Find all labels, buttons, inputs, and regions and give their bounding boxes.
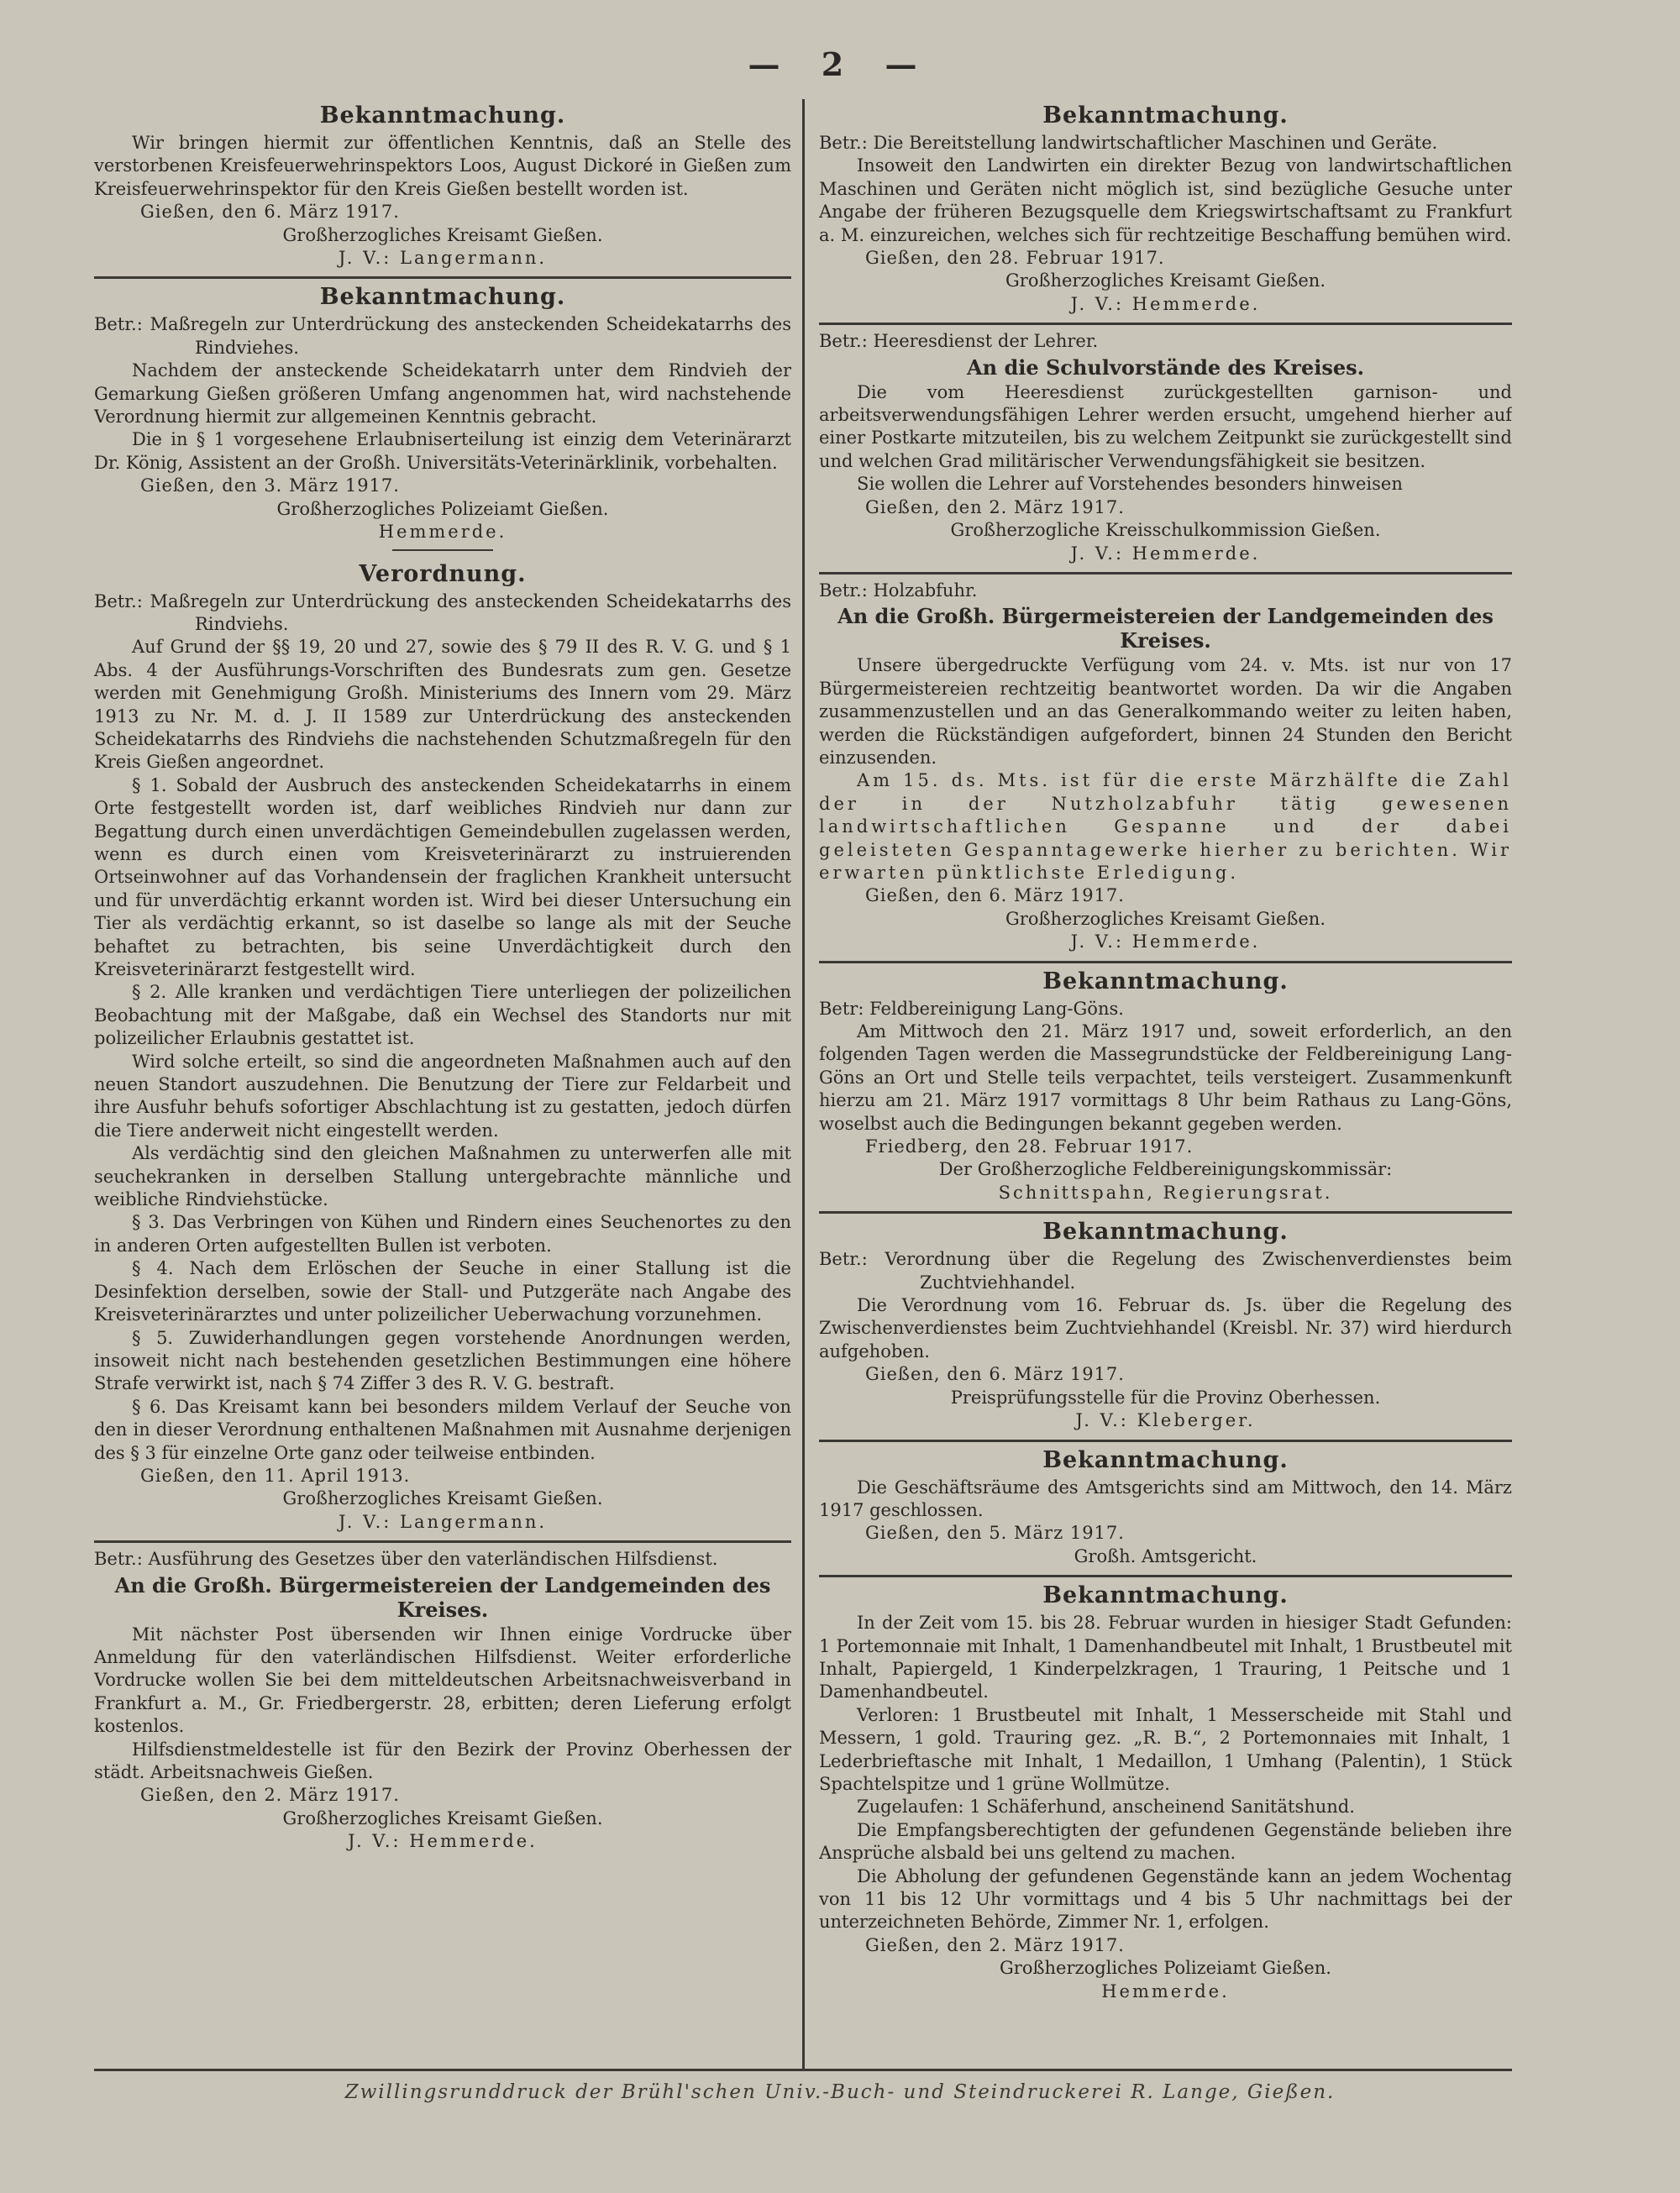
notice-heading: Bekanntmachung.: [1042, 102, 1289, 129]
notice-subject: Betr.: Heeresdienst der Lehrer.: [819, 331, 1099, 352]
notice-authority: Großherzogliches Polizeiamt Gießen.: [276, 498, 609, 519]
claim-instructions: Die Empfangsberechtigten der gefundenen Gegenstände belieben ihre Ansprüche alsbald bei uns geltend zu machen.: [819, 1819, 1512, 1864]
notice-signature: J. V.: Hemmerde.: [348, 1831, 538, 1852]
notice-subject: Betr.: Verordnung über die Regelung des Zwischenverdienstes beim Zuchtviehhandel.: [819, 1249, 1512, 1293]
notice-signature: Schnittspahn, Regierungsrat.: [998, 1182, 1333, 1203]
notice-body-emphasis: Am 15. ds. Mts. ist für die erste Märzhälfte die Zahl der in der Nutzholzabfuhr tätig gewesenen landwirtschaftlichen Gespanne und der dabei geleisteten Gespanntagewerke hierher zu berichten. Wir erwarten pünktlichste Erledigung.: [819, 770, 1512, 883]
notice-cattle-disease: [94, 284, 791, 543]
notice-authority: Preisprüfungsstelle für die Provinz Oberhessen.: [950, 1387, 1381, 1408]
divider: [819, 1575, 1512, 1577]
notice-machinery: [819, 102, 1512, 316]
divider: [819, 572, 1512, 574]
notice-signature: J. V.: Langermann.: [338, 1511, 548, 1532]
notice-court-closed: [819, 1447, 1512, 1569]
column-divider: [802, 99, 805, 2069]
notice-authority: Großh. Amtsgericht.: [1074, 1545, 1257, 1566]
notice-auxiliary-service: [94, 1548, 791, 1853]
notice-fire-inspector: [94, 102, 791, 270]
notice-signature: J. V.: Hemmerde.: [1070, 543, 1261, 564]
right-column: [819, 99, 1512, 2069]
notice-body: Hilfsdienstmeldestelle ist für den Bezirk der Provinz Oberhessen der städt. Arbeitsnachweis Gießen.: [94, 1739, 791, 1782]
notice-body: Mit nächster Post übersenden wir Ihnen einige Vordrucke über Anmeldung für den vaterländischen Hilfsdienst. Weiter erforderliche Vordrucke wollen Sie bei dem mitteldeutschen Arbeitsnachweisverband in Frankfurt a. M., Gr. Friedbergerstr. 28, erbitten; deren Lieferung erfolgt kostenlos.: [94, 1624, 791, 1737]
notice-body: Auf Grund der §§ 19, 20 und 27, sowie des § 79 II des R. V. G. und § 1 Abs. 4 der Ausführungs-Vorschriften des Bundesrats zum gen. Gesetze werden mit Genehmigung Großh. Ministeriums des Innern vom 29. März 1913 zu Nr. M. d. J. II 1589 zur Unterdrückung des ansteckenden Scheidekatarrhs des Rindviehs die nachstehenden Schutzmaßregeln für den Kreis Gießen angeordnet.: [94, 637, 791, 773]
paragraph-5: § 5. Zuwiderhandlungen gegen vorstehende Anordnungen werden, insoweit nicht nach bestehenden gesetzlichen Bestimmungen eine höhere Strafe verwirkt ist, nach § 74 Ziffer 3 des R. V. G. bestraft.: [94, 1327, 791, 1394]
notice-body: Sie wollen die Lehrer auf Vorstehendes besonders hinweisen: [857, 474, 1403, 495]
divider: [94, 1540, 791, 1543]
paragraph-2b: Wird solche erteilt, so sind die angeordneten Maßnahmen auch auf den neuen Standort auszudehnen. Die Benutzung der Tiere zur Feldarbeit und ihre Ausfuhr behufs sofortiger Abschlachtung ist zu gestatten, jedoch dürfen die Tiere anderweit nicht eingestellt werden.: [94, 1051, 791, 1141]
notice-body: Unsere übergedruckte Verfügung vom 24. v. Mts. ist nur von 17 Bürgermeistereien rechtzeitig beantwortet worden. Da wir die Angaben zusammenzustellen und an das Generalkommando weiter zu leiten haben, werden die Rückständigen aufgefordert, binnen 24 Stunden den Bericht einzusenden.: [819, 655, 1512, 768]
paragraph-6: § 6. Das Kreisamt kann bei besonders mildem Verlauf der Seuche von den in dieser Verordnung enthaltenen Maßnahmen mit Ausnahme derjenigen des § 3 für einzelne Orte ganz oder teilweise entbinden.: [94, 1396, 791, 1463]
notice-signature: J. V.: Kleberger.: [1075, 1410, 1256, 1431]
notice-body: Nachdem der ansteckende Scheidekatarrh unter dem Rindvieh der Gemarkung Gießen größeren Umfang angenommen hat, wird nachstehende Verordnung hiermit zur allgemeinen Kenntnis gebracht.: [94, 360, 791, 428]
notice-addressee: An die Großh. Bürgermeistereien der Landgemeinden des Kreises.: [114, 1572, 771, 1622]
notice-place-date: Gießen, den 5. März 1917.: [865, 1523, 1125, 1544]
notice-heading: Bekanntmachung.: [1042, 1582, 1289, 1609]
short-divider: [392, 549, 493, 551]
notice-ordinance: [94, 561, 791, 1535]
notice-signature: J. V.: Langermann.: [338, 248, 548, 269]
notice-authority: Großherzogliches Kreisamt Gießen.: [282, 1807, 603, 1828]
notice-body: Wir bringen hiermit zur öffentlichen Kenntnis, daß an Stelle des verstorbenen Kreisfeuerwehrinspektors Loos, August Dickoré in Gießen zum Kreisfeuerwehrinspektor für den Kreis Gießen bestellt worden ist.: [94, 133, 791, 199]
notice-body: Am Mittwoch den 21. März 1917 und, soweit erforderlich, an den folgenden Tagen werden die Massegrundstücke der Feldbereinigung Lang-Göns an Ort und Stelle teils verpachtet, teils versteigert. Zusammenkunft hierzu am 21. März 1917 vormittags 8 Uhr beim Rathaus zu Lang-Göns, woselbst auch die Bedingungen bekannt gegeben werden.: [819, 1021, 1512, 1134]
notice-body: Insoweit den Landwirten ein direkter Bezug von landwirtschaftlichen Maschinen und Geräten nicht möglich ist, sind bezügliche Gesuche unter Angabe der früheren Bezugsquelle dem Kriegswirtschaftsamt zu Frankfurt a. M. einzureichen, welches sich für rechtzeitige Beschaffung bemühen wird.: [819, 155, 1512, 245]
notice-subject: Betr.: Maßregeln zur Unterdrückung des ansteckenden Scheidekatarrhs des Rindviehes.: [94, 314, 791, 358]
notice-subject: Betr.: Maßregeln zur Unterdrückung des ansteckenden Scheidekatarrhs des Rindviehs.: [94, 590, 791, 634]
notice-land-consolidation: [819, 968, 1512, 1205]
notice-subject: Betr.: Die Bereitstellung landwirtschaftlicher Maschinen und Geräte.: [819, 133, 1438, 153]
page-number: — 2 —: [748, 45, 932, 83]
notice-heading: Bekanntmachung.: [1042, 1219, 1289, 1246]
notice-signature: J. V.: Hemmerde.: [1070, 931, 1261, 952]
notice-body: Die vom Heeresdienst zurückgestellten garnison- und arbeitsverwendungsfähigen Lehrer werden ersucht, umgehend hierher auf einer Postkarte mitzuteilen, bis zu welchem Zeitpunkt sie zurückgestellt sind und welchen Grad militärischer Verwendungsfähigkeit sie besitzen.: [819, 381, 1512, 471]
notice-authority: Der Großherzogliche Feldbereinigungskommissär:: [938, 1159, 1393, 1180]
notice-place-date: Gießen, den 2. März 1917.: [865, 1934, 1125, 1955]
notice-heading: Verordnung.: [359, 560, 527, 587]
notice-authority: Großherzogliche Kreisschulkommission Gießen.: [950, 520, 1381, 541]
notice-heading: Bekanntmachung.: [319, 284, 566, 311]
found-items: In der Zeit vom 15. bis 28. Februar wurden in hiesiger Stadt Gefunden: 1 Portemonnaie mit Inhalt, 1 Damenhandbeutel mit Inhalt, 1 Brustbeutel mit Inhalt, Papiergeld, 1 Kinderpelzkragen, 1 Trauring, 1 Peitsche und 1 Damenhandbeutel.: [819, 1613, 1512, 1702]
notice-authority: Großherzogliches Polizeiamt Gießen.: [1000, 1958, 1331, 1979]
divider: [819, 1211, 1512, 1214]
notice-place-date: Gießen, den 28. Februar 1917.: [865, 248, 1165, 269]
notice-authority: Großherzogliches Kreisamt Gießen.: [1005, 908, 1326, 929]
notice-place-date: Gießen, den 11. April 1913.: [140, 1465, 411, 1486]
notice-signature: Hemmerde.: [1101, 1981, 1230, 2002]
notice-teachers: [819, 330, 1512, 565]
notice-addressee: An die Schulvorstände des Kreises.: [967, 354, 1364, 380]
notice-place-date: Friedberg, den 28. Februar 1917.: [865, 1136, 1194, 1157]
bottom-rule: [94, 2069, 1512, 2071]
divider: [819, 1440, 1512, 1442]
printer-imprint: Zwillingsrunddruck der Brühl'schen Univ.-Buch- und Steindruckerei R. Lange, Gießen.: [344, 2081, 1336, 2103]
notice-authority: Großherzogliches Kreisamt Gießen.: [282, 1488, 603, 1509]
pickup-hours: Die Abholung der gefundenen Gegenstände kann an jedem Wochentag von 11 bis 12 Uhr vormittags und 4 bis 5 Uhr nachmittags bei der unterzeichneten Behörde, Zimmer Nr. 1, erfolgen.: [819, 1865, 1512, 1933]
notice-lost-and-found: [819, 1582, 1512, 2003]
notice-place-date: Gießen, den 2. März 1917.: [865, 496, 1125, 517]
notice-heading: Bekanntmachung.: [1042, 968, 1289, 994]
notice-subject: Betr.: Holzabfuhr.: [819, 580, 978, 601]
notice-place-date: Gießen, den 6. März 1917.: [140, 202, 400, 223]
notice-timber: [819, 580, 1512, 954]
notice-authority: Großherzogliches Kreisamt Gießen.: [282, 224, 603, 245]
notice-place-date: Gießen, den 2. März 1917.: [140, 1785, 400, 1806]
paragraph-2c: Als verdächtig sind den gleichen Maßnahmen zu unterwerfen alle mit seuchekranken in derselben Stallung untergebrachte männliche und weibliche Rindviehstücke.: [94, 1143, 791, 1210]
left-column: [94, 99, 791, 2069]
notice-subject: Betr: Feldbereinigung Lang-Göns.: [819, 998, 1124, 1019]
notice-subject: Betr.: Ausführung des Gesetzes über den vaterländischen Hilfsdienst.: [94, 1549, 718, 1570]
paragraph-2: § 2. Alle kranken und verdächtigen Tiere unterliegen der polizeilichen Beobachtung mit der Maßgabe, daß ein Wechsel des Standorts nur mit polizeilicher Erlaubnis gestattet ist.: [94, 982, 791, 1049]
paragraph-4: § 4. Nach dem Erlöschen der Seuche in einer Stallung ist die Desinfektion derselben, sowie der Stall- und Putzgeräte nach Angabe des Kreisveterinärarztes und unter polizeilicher Ueberwachung vorzunehmen.: [94, 1258, 791, 1325]
notice-body: Die Verordnung vom 16. Februar ds. Js. über die Regelung des Zwischenverdienstes beim Zuchtviehhandel (Kreisbl. Nr. 37) wird hierdurch aufgehoben.: [819, 1295, 1512, 1361]
notice-place-date: Gießen, den 6. März 1917.: [865, 1364, 1125, 1385]
lost-items: Verloren: 1 Brustbeutel mit Inhalt, 1 Messerscheide mit Stahl und Messern, 1 gold. Trauring gez. „R. B.“, 2 Portemonnaies mit Inhalt, 1 Lederbrieftasche mit Inhalt, 1 Medaillon, 1 Umhang (Palentin), 1 Stück Spachtelspitze und 1 grüne Wollmütze.: [819, 1704, 1512, 1794]
notice-authority: Großherzogliches Kreisamt Gießen.: [1005, 270, 1326, 291]
divider: [94, 276, 791, 279]
notice-place-date: Gießen, den 6. März 1917.: [865, 885, 1125, 906]
notice-heading: Bekanntmachung.: [319, 102, 566, 129]
paragraph-1: § 1. Sobald der Ausbruch des ansteckenden Scheidekatarrhs in einem Orte festgestellt worden ist, darf weibliches Rindvieh nur dann zur Begattung durch einen unverdächtigen Gemeindebullen zugelassen werden, wenn es durch einen vom Kreisveterinärarzt zu instruierenden Ortseinwohner auf das Vorhandensein der fraglichen Krankheit untersucht und für unverdächtig erkannt worden ist. Wird bei dieser Untersuchung ein Tier als verdächtig erkannt, so ist daselbe so lange als mit der Seuche behaftet zu betrachten, bis seine Unverdächtigkeit durch den Kreisveterinärarzt festgestellt wird.: [94, 774, 791, 979]
notice-addressee: An die Großh. Bürgermeistereien der Landgemeinden des Kreises.: [837, 604, 1494, 653]
notice-signature: Hemmerde.: [378, 522, 507, 543]
notice-place-date: Gießen, den 3. März 1917.: [140, 475, 400, 496]
notice-heading: Bekanntmachung.: [1042, 1446, 1289, 1473]
notice-body: Die Geschäftsräume des Amtsgerichts sind am Mittwoch, den 14. März 1917 geschlossen.: [819, 1477, 1512, 1520]
notice-signature: J. V.: Hemmerde.: [1070, 293, 1261, 314]
notice-cattle-trade: [819, 1219, 1512, 1432]
paragraph-3: § 3. Das Verbringen von Kühen und Rindern eines Seuchenortes zu den in anderen Orten aufgestellten Bullen ist verboten.: [94, 1212, 791, 1256]
notice-body: Die in § 1 vorgesehene Erlaubniserteilung ist einzig dem Veterinärarzt Dr. König, Assistent an der Großh. Universitäts-Veterinärklinik, vorbehalten.: [94, 429, 791, 473]
strayed-animals: Zugelaufen: 1 Schäferhund, anscheinend Sanitätshund.: [857, 1797, 1355, 1818]
divider: [819, 323, 1512, 325]
divider: [819, 961, 1512, 963]
